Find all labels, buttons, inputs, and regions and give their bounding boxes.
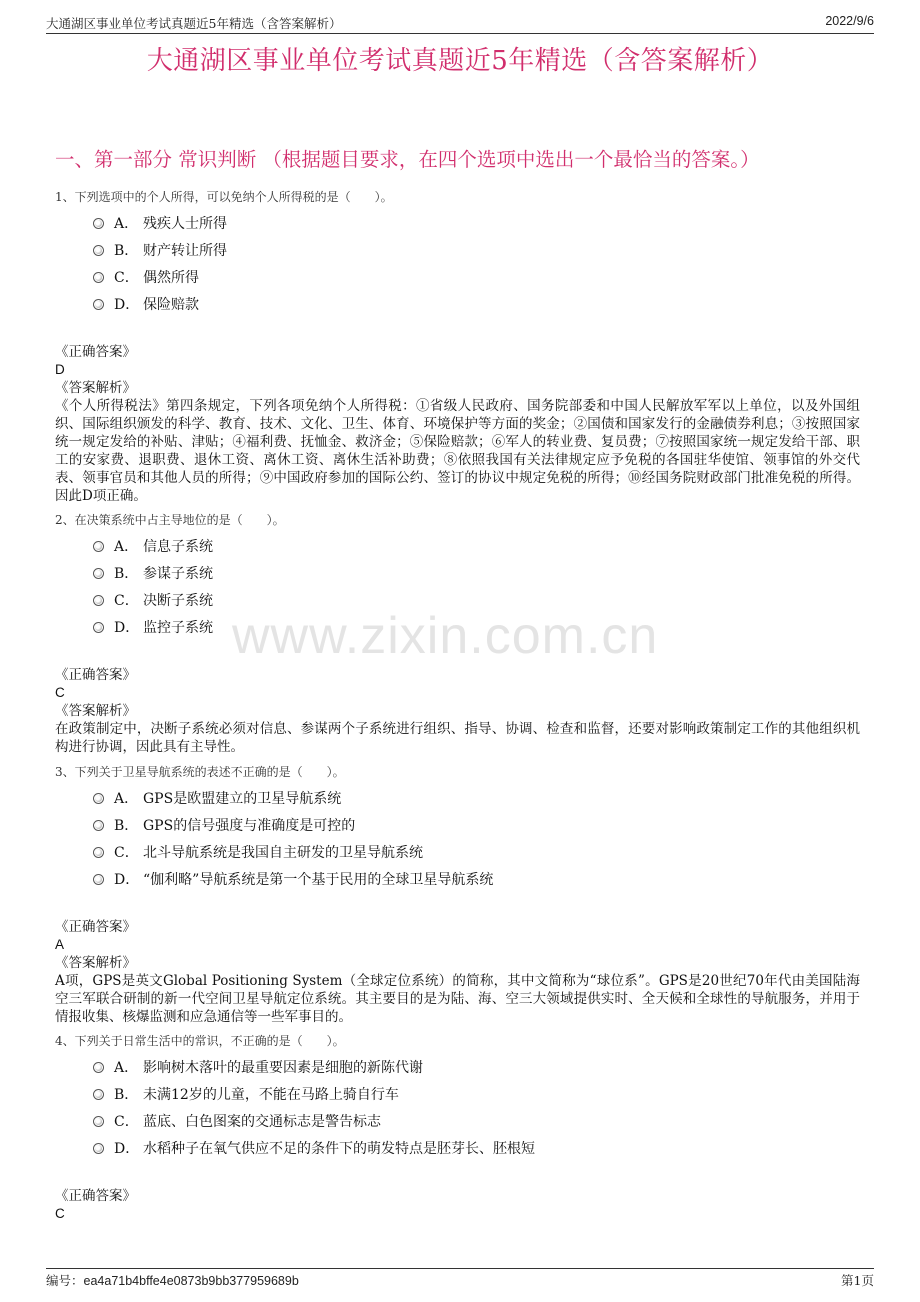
option-a[interactable] xyxy=(55,788,860,815)
radio-button[interactable] xyxy=(93,847,104,858)
option-text: 偶然所得 xyxy=(143,270,199,286)
radio-button[interactable] xyxy=(93,218,104,229)
section-heading: 一、第一部分 常识判断 （根据题目要求，在四个选项中选出一个最恰当的答案。） xyxy=(55,148,760,171)
option-text: 信息子系统 xyxy=(143,539,213,555)
radio-button[interactable] xyxy=(93,622,104,633)
option-text: 未满12岁的儿童，不能在马路上骑自行车 xyxy=(143,1087,399,1103)
footer-id-prefix: 编号： xyxy=(46,1273,84,1288)
option-letter: A． xyxy=(114,1060,139,1076)
option-letter: C． xyxy=(114,845,139,861)
option-letter: D． xyxy=(114,1141,140,1157)
option-b[interactable] xyxy=(55,563,860,590)
analysis-label: 《答案解析》 xyxy=(55,703,136,719)
question-text: 4、下列关于日常生活中的常识，不正确的是（ ）。 xyxy=(55,1034,345,1048)
option-letter: C． xyxy=(114,1114,139,1130)
option-b[interactable] xyxy=(55,815,860,842)
radio-button[interactable] xyxy=(93,272,104,283)
option-letter: B． xyxy=(114,243,139,259)
answer-value: C xyxy=(55,1206,65,1221)
question-text: 1、下列选项中的个人所得，可以免纳个人所得税的是（ ）。 xyxy=(55,190,393,204)
header-doc-title: 大通湖区事业单位考试真题近5年精选（含答案解析） xyxy=(46,16,342,31)
option-text: 财产转让所得 xyxy=(143,243,227,259)
option-letter: C． xyxy=(114,270,139,286)
option-text: 参谋子系统 xyxy=(143,566,213,582)
option-letter: D． xyxy=(114,872,140,888)
option-d[interactable] xyxy=(55,869,860,896)
option-letter: A． xyxy=(114,539,139,555)
option-b[interactable] xyxy=(55,240,860,267)
page-header xyxy=(46,14,874,32)
option-text: 残疾人士所得 xyxy=(143,216,227,232)
radio-button[interactable] xyxy=(93,568,104,579)
option-letter: A． xyxy=(114,791,139,807)
radio-button[interactable] xyxy=(93,820,104,831)
option-letter: B． xyxy=(114,818,139,834)
answer-value: A xyxy=(55,937,65,952)
option-a[interactable] xyxy=(55,213,860,240)
option-text: GPS是欧盟建立的卫星导航系统 xyxy=(143,791,342,807)
question-text: 2、在决策系统中占主导地位的是（ ）。 xyxy=(55,513,285,527)
question-text: 3、下列关于卫星导航系统的表述不正确的是（ ）。 xyxy=(55,765,345,779)
radio-button[interactable] xyxy=(93,299,104,310)
option-text: 决断子系统 xyxy=(143,593,213,609)
document-title: 大通湖区事业单位考试真题近5年精选（含答案解析） xyxy=(146,46,774,76)
answer-label: 《正确答案》 xyxy=(55,1188,136,1204)
answer-label: 《正确答案》 xyxy=(55,667,136,683)
analysis-text: 《个人所得税法》第四条规定，下列各项免纳个人所得税：①省级人民政府、国务院部委和中国人民解放军军以上单位，以及外国组织、国际组织颁发的科学、教育、技术、文化、卫生、体育、环境保护等方面的奖金；②国债和国家发行的金融债券利息；③按照国家统一规定发给的补贴、津贴；④福利费、抚恤金、救济金；⑤保险赔款；⑥军人的转业费、复员费；⑦按照国家统一规定发给干部、职工的安家费、退职费、退休工资、离休工资、离休生活补助费；⑧依照我国有关法律规定应予免税的各国驻华使馆、领事馆的外交代表、领事官员和其他人员的所得；⑨中国政府参加的国际公约、签订的协议中规定免税的所得；⑩经国务院财政部门批准免税的所得。因此D项正确。 xyxy=(55,398,860,504)
radio-button[interactable] xyxy=(93,793,104,804)
analysis-text: A项，GPS是英文Global Positioning System（全球定位系统）的简称，其中文简称为“球位系”。GPS是20世纪70年代由美国陆海空三军联合研制的新一代空间卫星导航定位系统。其主要目的是为陆、海、空三大领域提供实时、全天候和全球性的导航服务，并用于情报收集、核爆监测和应急通信等一些军事目的。 xyxy=(55,973,860,1025)
footer-id-code: ea4a71b4bffe4e0873b9bb377959689b xyxy=(83,1274,299,1288)
radio-button[interactable] xyxy=(93,541,104,552)
header-date: 2022/9/6 xyxy=(825,14,874,28)
option-a[interactable] xyxy=(55,1057,860,1084)
header-divider xyxy=(46,33,874,34)
footer-id xyxy=(46,1271,299,1289)
option-text: 蓝底、白色图案的交通标志是警告标志 xyxy=(143,1114,381,1130)
option-d[interactable] xyxy=(55,1138,860,1165)
option-letter: C． xyxy=(114,593,139,609)
question-4 xyxy=(55,1033,860,1223)
option-text: 保险赔款 xyxy=(143,297,199,313)
option-letter: D． xyxy=(114,620,140,636)
question-2 xyxy=(55,512,860,756)
option-d[interactable] xyxy=(55,294,860,321)
question-3 xyxy=(55,764,860,1026)
radio-button[interactable] xyxy=(93,1143,104,1154)
option-text: “伽利略”导航系统是第一个基于民用的全球卫星导航系统 xyxy=(143,872,494,888)
option-c[interactable] xyxy=(55,1111,860,1138)
analysis-label: 《答案解析》 xyxy=(55,955,136,971)
radio-button[interactable] xyxy=(93,1116,104,1127)
radio-button[interactable] xyxy=(93,874,104,885)
option-b[interactable] xyxy=(55,1084,860,1111)
answer-label: 《正确答案》 xyxy=(55,919,136,935)
option-letter: D． xyxy=(114,297,140,313)
option-c[interactable] xyxy=(55,842,860,869)
option-a[interactable] xyxy=(55,536,860,563)
answer-label: 《正确答案》 xyxy=(55,344,136,360)
option-text: 水稻种子在氧气供应不足的条件下的萌发特点是胚芽长、胚根短 xyxy=(143,1141,535,1157)
option-letter: B． xyxy=(114,566,139,582)
radio-button[interactable] xyxy=(93,595,104,606)
page-number: 第1页 xyxy=(841,1273,874,1288)
option-letter: B． xyxy=(114,1087,139,1103)
analysis-text: 在政策制定中，决断子系统必须对信息、参谋两个子系统进行组织、指导、协调、检查和监督，还要对影响政策制定工作的其他组织机构进行协调，因此具有主导性。 xyxy=(55,721,860,755)
option-letter: A． xyxy=(114,216,139,232)
option-d[interactable] xyxy=(55,617,860,644)
radio-button[interactable] xyxy=(93,245,104,256)
option-text: 监控子系统 xyxy=(143,620,213,636)
option-text: GPS的信号强度与准确度是可控的 xyxy=(143,818,356,834)
question-1 xyxy=(55,189,860,505)
answer-value: D xyxy=(55,362,65,377)
footer-divider xyxy=(46,1268,874,1269)
option-text: 北斗导航系统是我国自主研发的卫星导航系统 xyxy=(143,845,423,861)
analysis-label: 《答案解析》 xyxy=(55,380,136,396)
answer-value: C xyxy=(55,685,65,700)
radio-button[interactable] xyxy=(93,1089,104,1100)
option-c[interactable] xyxy=(55,267,860,294)
watermark: www.zixin.com.cn xyxy=(232,607,659,665)
option-c[interactable] xyxy=(55,590,860,617)
option-text: 影响树木落叶的最重要因素是细胞的新陈代谢 xyxy=(143,1060,423,1076)
radio-button[interactable] xyxy=(93,1062,104,1073)
